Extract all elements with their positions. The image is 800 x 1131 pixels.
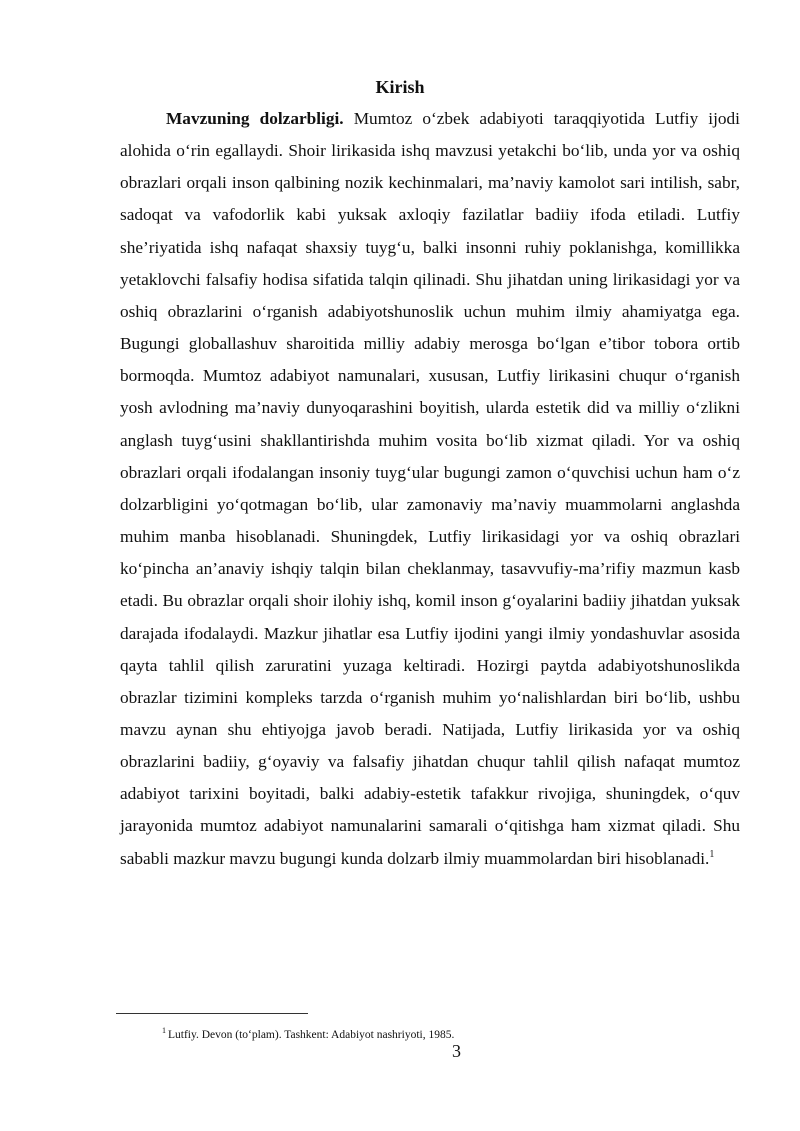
footnote-number: 1	[162, 1026, 166, 1035]
section-heading: Kirish	[375, 77, 425, 97]
page-number: 3	[452, 1041, 461, 1061]
body-paragraph	[120, 103, 740, 875]
footnote-separator	[116, 1013, 308, 1014]
paragraph-lead: Mavzuning dolzarbligi.	[166, 109, 344, 128]
paragraph-text: Mumtoz o‘zbek adabiyoti taraqqiyotida Lutfiy ijodi alohida o‘rin egallaydi. Shoir lirikasida ishq mavzusi yetakchi bo‘lib, unda yor va oshiq obrazlari orqali inson qalbining nozik kechinmalari, ma’naviy kamolot sari intilish, sabr, sadoqat va vafodorlik kabi yuksak axloqiy fazilatlar badiiy ifoda etiladi. Lutfiy she’riyatida ishq nafaqat shaxsiy tuyg‘u, balki insonni ruhiy poklanishga, komillikka yetaklovchi falsafiy hodisa sifatida talqin qilinadi. Shu jihatdan uning lirikasidagi yor va oshiq obrazlarini o‘rganish adabiyotshunoslik uchun muhim ilmiy ahamiyatga ega. Bugungi globallashuv sharoitida milliy adabiy merosga bo‘lgan e’tibor tobora ortib bormoqda. Mumtoz adabiyot namunalari, xususan, Lutfiy lirikasini chuqur o‘rganish yosh avlodning ma’naviy dunyoqarashini boyitish, ularda estetik did va milliy o‘zlikni anglash tuyg‘usini shakllantirishda muhim vosita bo‘lib xizmat qiladi. Yor va oshiq obrazlari orqali ifodalangan insoniy tuyg‘ular bugungi zamon o‘quvchisi uchun ham o‘z dolzarbligini yo‘qotmagan bo‘lib, ular zamonaviy ma’naviy muammolarni anglashda muhim manba hisoblanadi. Shuningdek, Lutfiy lirikasidagi yor va oshiq obrazlari ko‘pincha an’anaviy ishqiy talqin bilan cheklanmay, tasavvufiy-ma’rifiy mazmun kasb etadi. Bu obrazlar orqali shoir ilohiy ishq, komil inson g‘oyalarini badiiy jihatdan yuksak darajada ifodalaydi. Mazkur jihatlar esa Lutfiy ijodini yangi ilmiy yondashuvlar asosida qayta tahlil qilish zaruratini yuzaga keltiradi. Hozirgi paytda adabiyotshunoslikda obrazlar tizimini kompleks tarzda o‘rganish muhim yo‘nalishlardan biri bo‘lib, ushbu mavzu aynan shu ehtiyojga javob beradi. Natijada, Lutfiy lirikasida yor va oshiq obrazlarini badiiy, g‘oyaviy va falsafiy jihatdan chuqur tahlil qilish nafaqat mumtoz adabiyot tarixini boyitadi, balki adabiy-estetik tafakkur rivojiga, shuningdek, o‘quv jarayonida mumtoz adabiyot namunalarini samarali o‘qitishga ham xizmat qiladi. Shu sababli mazkur mavzu bugungi kunda dolzarb ilmiy muammolardan biri hisoblanadi.	[120, 109, 740, 868]
footnote-reference[interactable]: 1	[709, 848, 715, 860]
footnote-text: Lutfiy. Devon (to‘plam). Tashkent: Adabiyot nashriyoti, 1985.	[168, 1028, 455, 1041]
